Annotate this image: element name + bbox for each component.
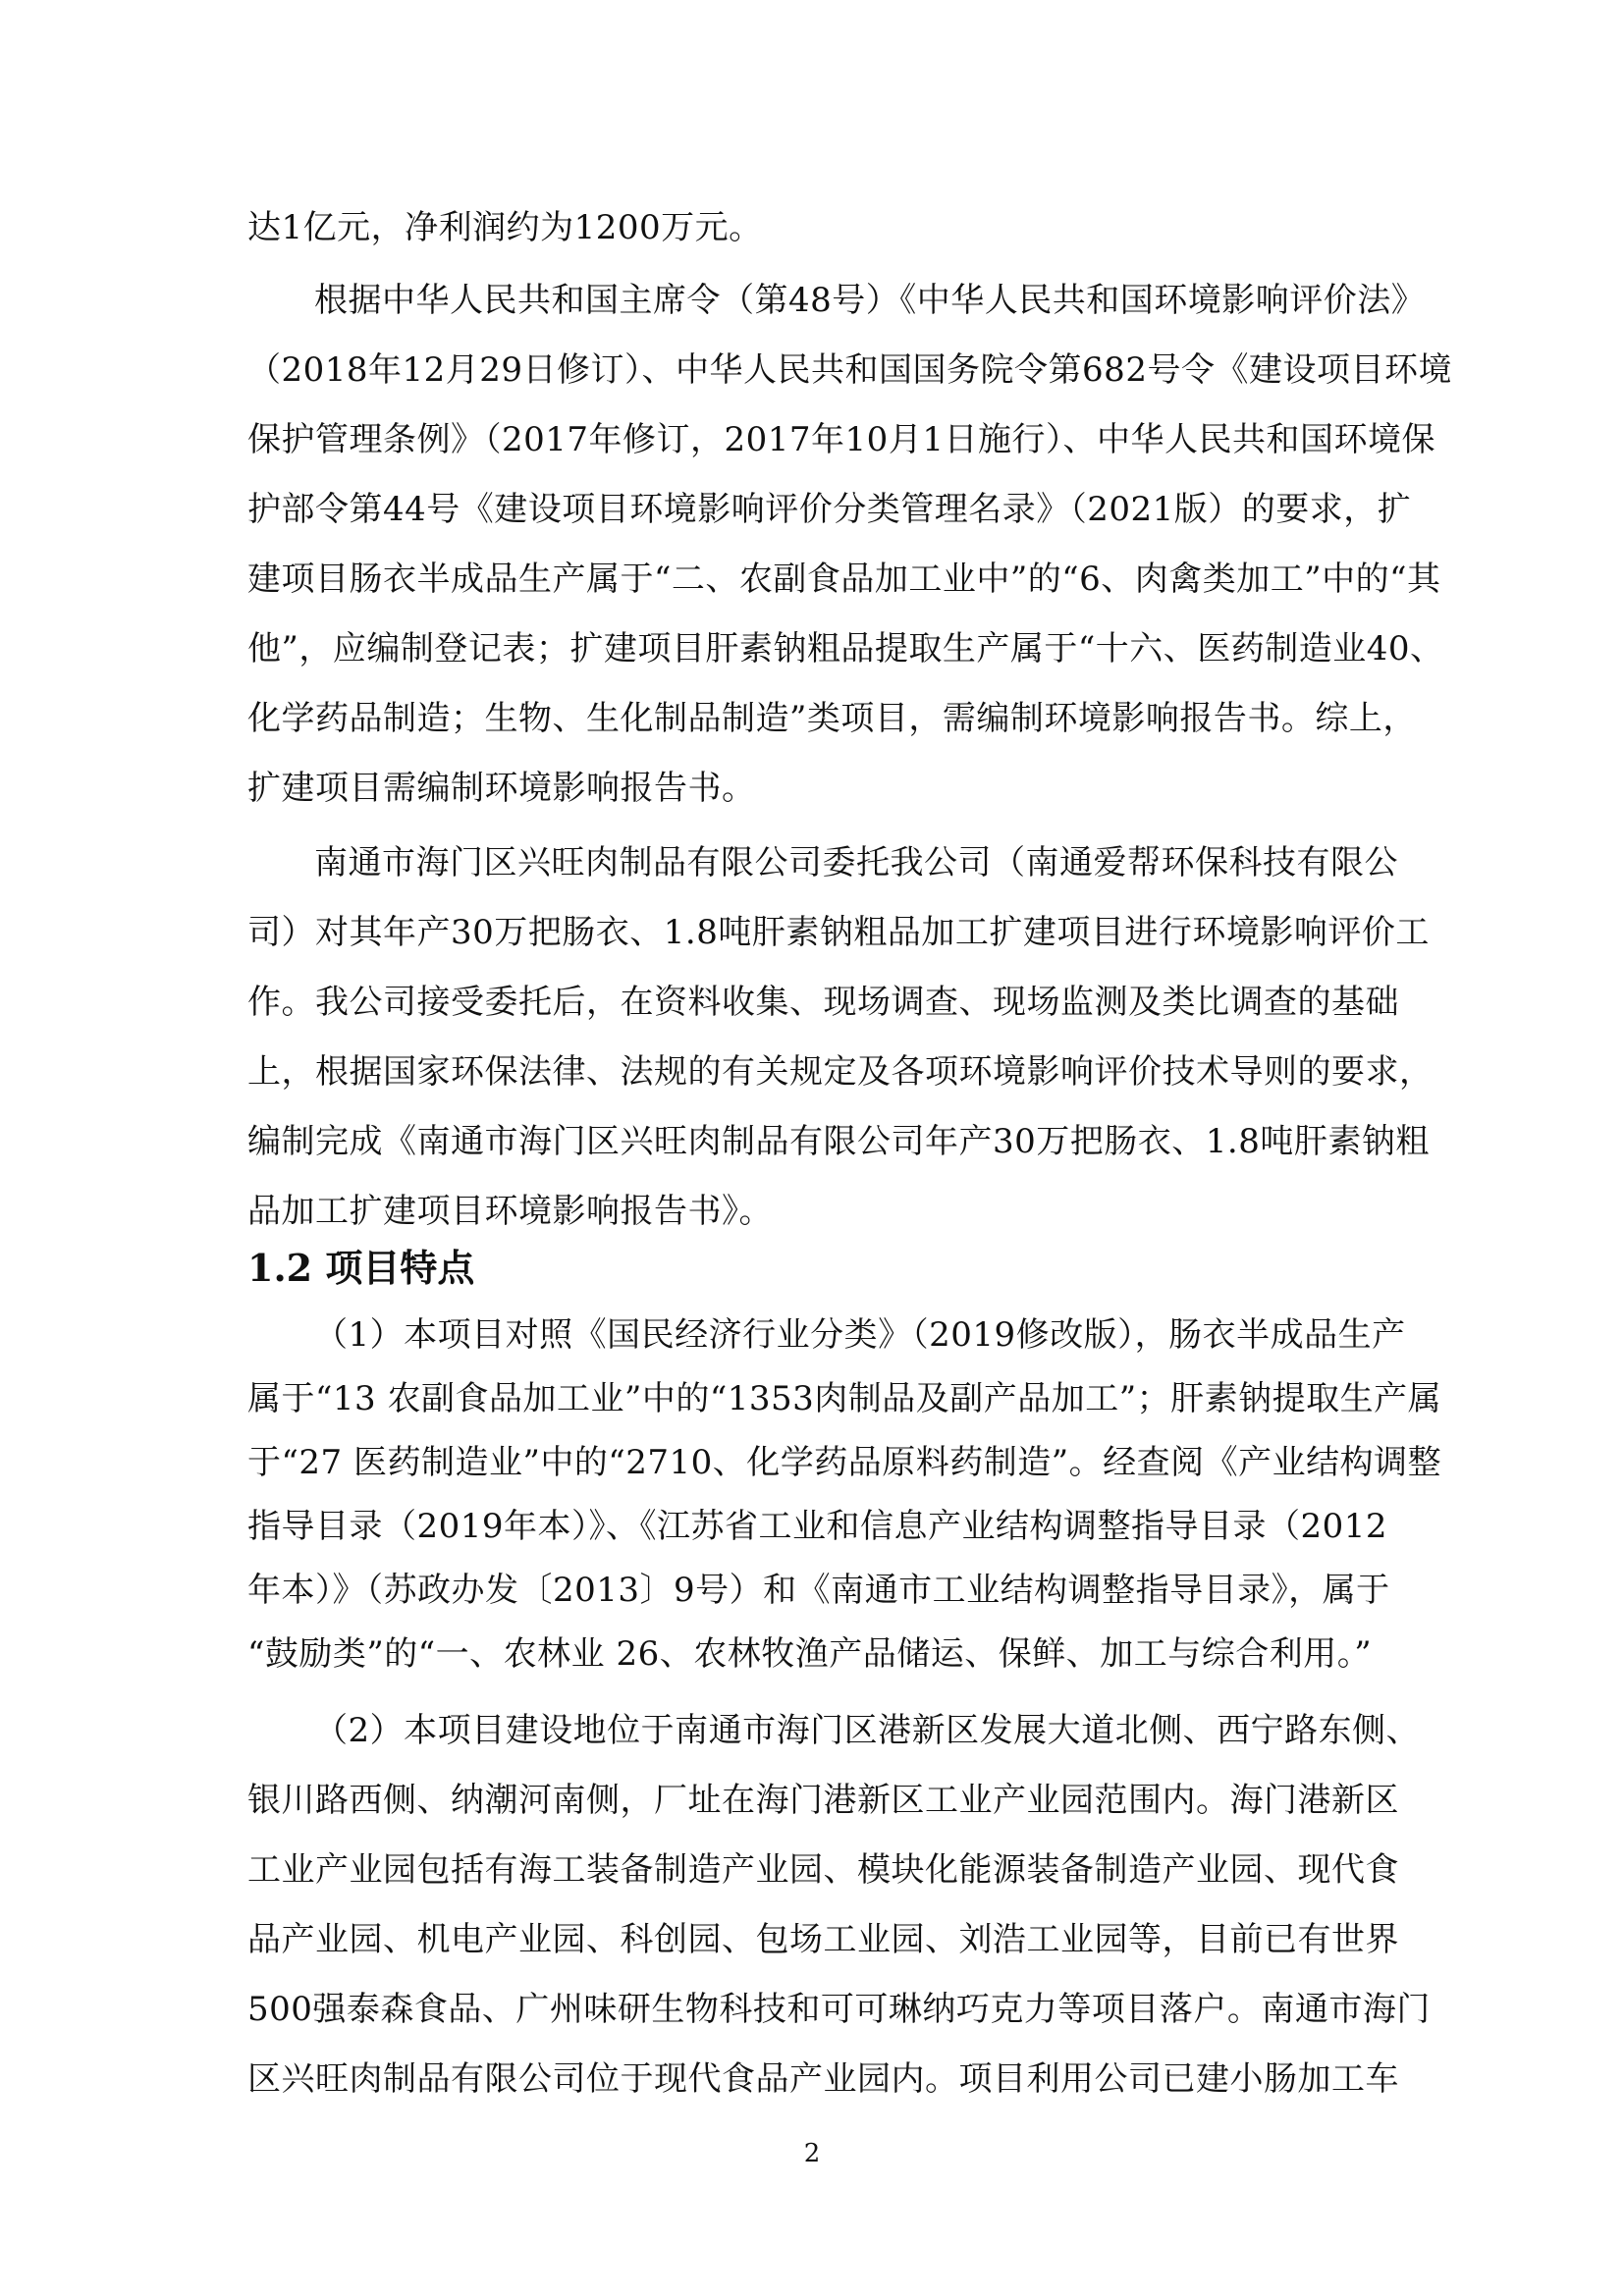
paragraph-line: 达1亿元，净利润约为1200万元。: [247, 208, 763, 247]
paragraph-line: （2）本项目建设地位于南通市海门区港新区发展大道北侧、西宁路东侧、: [314, 1711, 1421, 1750]
paragraph-line: “鼓励类”的“一、农林业 26、农林牧渔产品储运、保鲜、加工与综合利用。”: [247, 1634, 1373, 1674]
paragraph-line: 保护管理条例》（2017年修订，2017年10月1日施行）、中华人民共和国环境保: [247, 420, 1435, 459]
paragraph-line: 上，根据国家环保法律、法规的有关规定及各项环境影响评价技术导则的要求，: [247, 1052, 1434, 1092]
paragraph-line: 于“27 医药制造业”中的“2710、化学药品原料药制造”。经查阅《产业结构调整: [247, 1443, 1442, 1482]
section-heading: 1.2 项目特点: [247, 1246, 475, 1290]
paragraph-line: （1）本项目对照《国民经济行业分类》（2019修改版），肠衣半成品生产: [314, 1315, 1406, 1355]
paragraph-line: 品产业园、机电产业园、科创园、包场工业园、刘浩工业园等，目前已有世界: [247, 1920, 1399, 1959]
paragraph-line: 品加工扩建项目环境影响报告书》。: [247, 1192, 773, 1231]
paragraph-line: 指导目录（2019年本）》、《江苏省工业和信息产业结构调整指导目录（2012: [247, 1507, 1388, 1546]
paragraph-line: 银川路西侧、纳潮河南侧，厂址在海门港新区工业产业园范围内。海门港新区: [247, 1781, 1399, 1820]
paragraph-line: 护部令第44号《建设项目环境影响评价分类管理名录》（2021版）的要求，扩: [247, 490, 1412, 529]
paragraph-line: 工业产业园包括有海工装备制造产业园、模块化能源装备制造产业园、现代食: [247, 1850, 1399, 1890]
page-number: 2: [803, 2139, 821, 2168]
paragraph-line: 扩建项目需编制环境影响报告书。: [247, 769, 756, 808]
paragraph-line: 区兴旺肉制品有限公司位于现代食品产业园内。项目利用公司已建小肠加工车: [247, 2059, 1399, 2099]
paragraph-line: 他”，应编制登记表；扩建项目肝素钠粗品提取生产属于“十六、医药制造业40、: [247, 629, 1444, 668]
paragraph-line: 年本）》（苏政办发〔2013〕9号）和《南通市工业结构调整指导目录》，属于: [247, 1571, 1390, 1610]
paragraph-line: 建项目肠衣半成品生产属于“二、农副食品加工业中”的“6、肉禽类加工”中的“其: [247, 560, 1441, 599]
paragraph-line: 编制完成《南通市海门区兴旺肉制品有限公司年产30万把肠衣、1.8吨肝素钠粗: [247, 1122, 1430, 1161]
paragraph-line: 化学药品制造；生物、生化制品制造”类项目，需编制环境影响报告书。综上，: [247, 699, 1417, 738]
paragraph-line: 南通市海门区兴旺肉制品有限公司委托我公司（南通爱帮环保科技有限公: [314, 843, 1398, 882]
paragraph-line: 500强泰森食品、广州味研生物科技和可可琳纳巧克力等项目落户。南通市海门: [247, 1990, 1431, 2029]
paragraph-line: 作。我公司接受委托后，在资料收集、现场调查、现场监测及类比调查的基础: [247, 983, 1399, 1022]
paragraph-line: 属于“13 农副食品加工业”中的“1353肉制品及副产品加工”；肝素钠提取生产属: [247, 1379, 1442, 1418]
paragraph-line: （2018年12月29日修订）、中华人民共和国国务院令第682号令《建设项目环境: [247, 350, 1452, 390]
paragraph-line: 司）对其年产30万把肠衣、1.8吨肝素钠粗品加工扩建项目进行环境影响评价工: [247, 913, 1430, 952]
paragraph-line: 根据中华人民共和国主席令（第48号）《中华人民共和国环境影响评价法》: [314, 281, 1426, 320]
